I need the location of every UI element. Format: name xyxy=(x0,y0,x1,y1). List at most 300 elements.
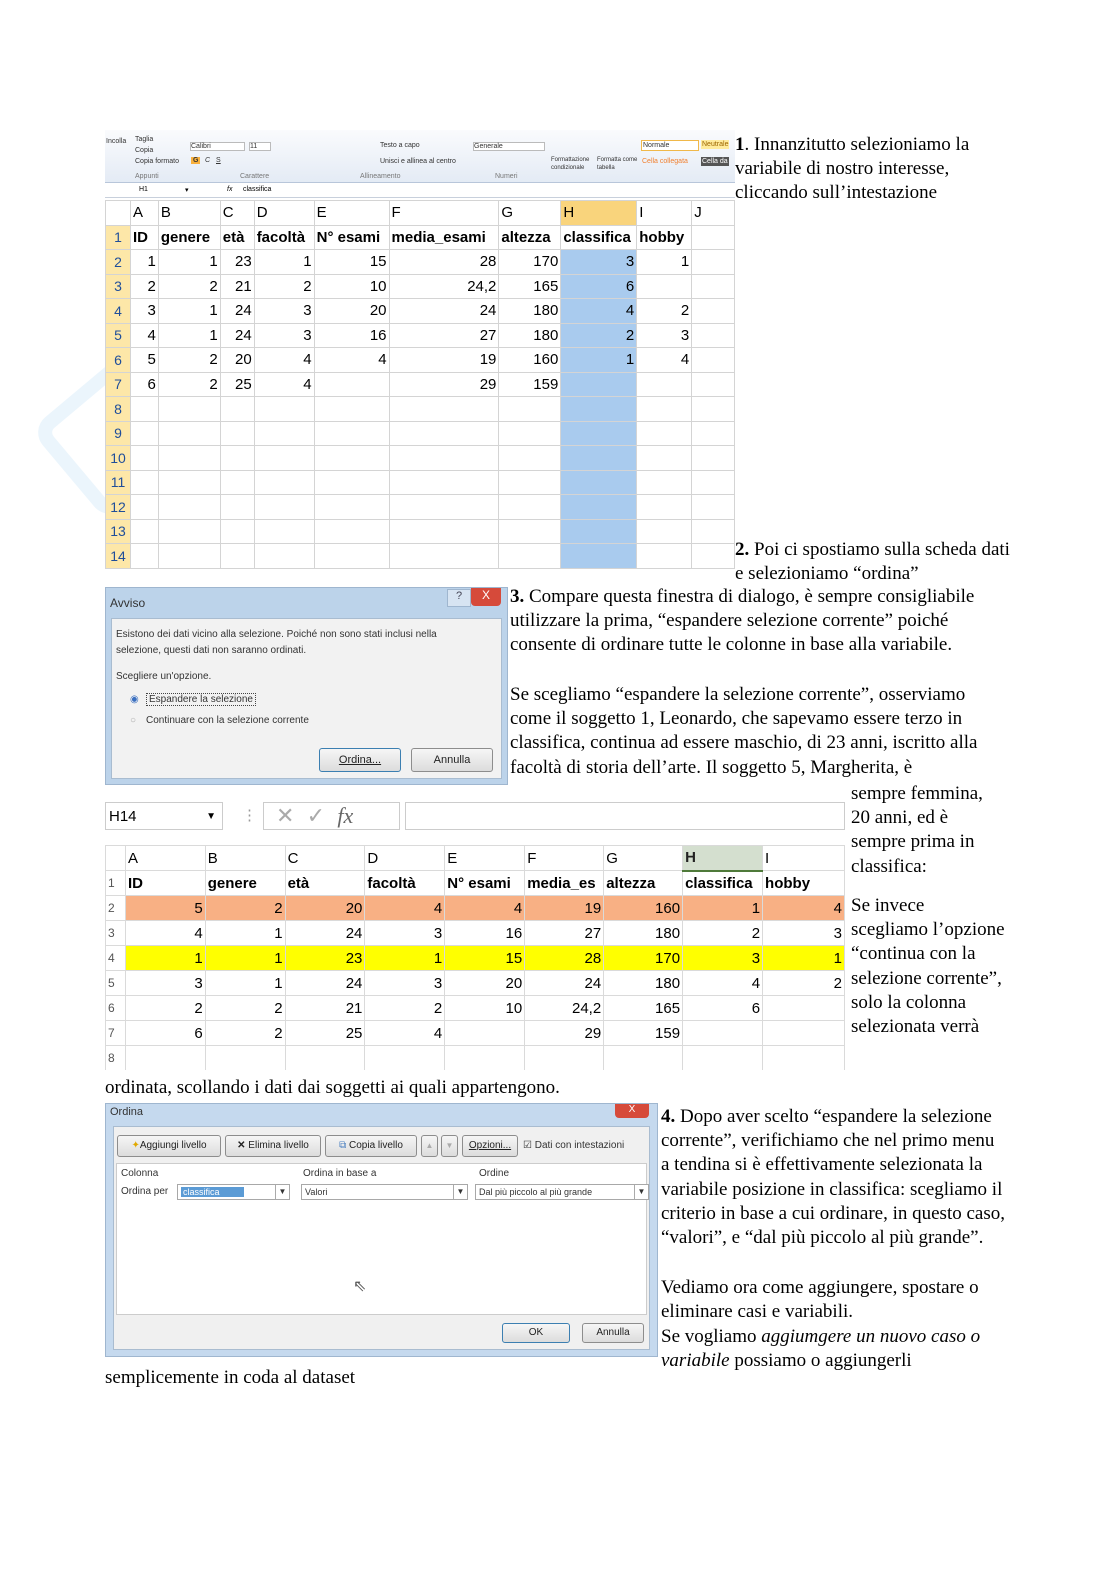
cell[interactable] xyxy=(220,519,254,544)
cell[interactable]: 2 xyxy=(365,996,445,1021)
cell[interactable] xyxy=(692,250,735,275)
cell[interactable] xyxy=(445,1046,525,1071)
cell[interactable] xyxy=(254,495,314,520)
cell[interactable]: 159 xyxy=(604,1021,683,1046)
column-header-j[interactable]: J xyxy=(692,201,735,226)
cell[interactable] xyxy=(692,348,735,373)
cell[interactable] xyxy=(637,421,692,446)
column-header-b[interactable]: B xyxy=(205,846,285,871)
cell[interactable] xyxy=(499,519,561,544)
cell[interactable] xyxy=(205,1046,285,1071)
cell[interactable] xyxy=(561,446,637,471)
cell[interactable] xyxy=(365,1046,445,1071)
formula-input[interactable]: classifica xyxy=(243,186,272,193)
cell[interactable]: 3 xyxy=(254,299,314,324)
cell[interactable] xyxy=(158,495,220,520)
cell[interactable] xyxy=(525,1046,604,1071)
cell[interactable] xyxy=(637,495,692,520)
enter-icon[interactable]: ✓ xyxy=(306,803,326,828)
cell[interactable]: 10 xyxy=(314,274,389,299)
dropdown-icon[interactable]: ▼ xyxy=(634,1185,648,1199)
row-header[interactable]: 4 xyxy=(106,946,126,971)
cell[interactable] xyxy=(561,397,637,422)
resize-handle-icon[interactable]: ⋮ xyxy=(242,807,257,824)
cell[interactable] xyxy=(499,397,561,422)
cell[interactable]: N° esami xyxy=(314,225,389,250)
cell[interactable] xyxy=(389,446,499,471)
cell[interactable]: 6 xyxy=(125,1021,205,1046)
cell[interactable]: 4 xyxy=(365,1021,445,1046)
cell[interactable]: 159 xyxy=(499,372,561,397)
help-button[interactable]: ? xyxy=(447,589,471,607)
cell[interactable]: 3 xyxy=(561,250,637,275)
cell[interactable]: 2 xyxy=(130,274,158,299)
cell[interactable] xyxy=(637,372,692,397)
cell[interactable]: 20 xyxy=(285,896,365,921)
cell[interactable]: 2 xyxy=(158,372,220,397)
sort-on-select[interactable]: Valori ▼ xyxy=(301,1184,468,1200)
cell[interactable]: 28 xyxy=(389,250,499,275)
cell[interactable]: 1 xyxy=(205,921,285,946)
row-header[interactable]: 3 xyxy=(106,921,126,946)
cell[interactable] xyxy=(561,495,637,520)
cell[interactable]: 1 xyxy=(763,946,845,971)
underline-button[interactable]: S xyxy=(216,157,221,164)
cell[interactable]: 24 xyxy=(220,323,254,348)
row-header[interactable]: 13 xyxy=(106,519,131,544)
cell[interactable]: 2 xyxy=(158,348,220,373)
cell[interactable]: 29 xyxy=(525,1021,604,1046)
cell[interactable] xyxy=(499,421,561,446)
cell[interactable]: 20 xyxy=(220,348,254,373)
cell[interactable] xyxy=(561,421,637,446)
cell[interactable]: 1 xyxy=(158,250,220,275)
cell[interactable]: 180 xyxy=(499,323,561,348)
cell[interactable] xyxy=(561,519,637,544)
cell[interactable]: 16 xyxy=(445,921,525,946)
cell[interactable]: 29 xyxy=(389,372,499,397)
cell[interactable]: 1 xyxy=(130,250,158,275)
cell[interactable]: 2 xyxy=(205,896,285,921)
cell[interactable] xyxy=(692,299,735,324)
cell[interactable]: hobby xyxy=(637,225,692,250)
cell[interactable] xyxy=(389,519,499,544)
column-header-a[interactable]: A xyxy=(130,201,158,226)
cell[interactable] xyxy=(692,397,735,422)
row-header[interactable]: 3 xyxy=(106,274,131,299)
cell[interactable] xyxy=(314,421,389,446)
cell[interactable] xyxy=(637,446,692,471)
cell[interactable]: 24 xyxy=(285,921,365,946)
font-size-select[interactable]: 11 xyxy=(249,142,271,151)
cell[interactable]: 2 xyxy=(205,996,285,1021)
row-header[interactable]: 2 xyxy=(106,896,126,921)
cell[interactable]: 4 xyxy=(561,299,637,324)
cell[interactable]: 4 xyxy=(125,921,205,946)
cell[interactable]: 25 xyxy=(285,1021,365,1046)
cell[interactable] xyxy=(254,397,314,422)
cell[interactable]: 10 xyxy=(445,996,525,1021)
row-header[interactable]: 1 xyxy=(106,871,126,896)
cell[interactable]: 2 xyxy=(254,274,314,299)
cell[interactable]: età xyxy=(285,871,365,896)
cell[interactable] xyxy=(314,470,389,495)
cell[interactable] xyxy=(314,495,389,520)
row-header[interactable]: 4 xyxy=(106,299,131,324)
headers-checkbox[interactable]: ☑ Dati con intestazioni xyxy=(523,1140,625,1151)
cell[interactable] xyxy=(692,274,735,299)
cell[interactable]: 5 xyxy=(125,896,205,921)
conditional-format-button[interactable]: Formattazione condizionale xyxy=(551,157,590,171)
row-header[interactable]: 11 xyxy=(106,470,131,495)
cell[interactable] xyxy=(285,1046,365,1071)
cancel-icon[interactable]: ✕ xyxy=(276,803,295,828)
cell[interactable]: 2 xyxy=(763,971,845,996)
column-header-c[interactable]: C xyxy=(285,846,365,871)
cell[interactable] xyxy=(499,470,561,495)
cell[interactable]: 16 xyxy=(314,323,389,348)
cell[interactable]: 160 xyxy=(604,896,683,921)
cell[interactable]: 21 xyxy=(285,996,365,1021)
cell[interactable]: 2 xyxy=(561,323,637,348)
cell[interactable] xyxy=(499,544,561,569)
cell[interactable]: 2 xyxy=(125,996,205,1021)
cell[interactable]: 4 xyxy=(683,971,763,996)
cell[interactable]: 25 xyxy=(220,372,254,397)
cell[interactable]: 170 xyxy=(499,250,561,275)
cell[interactable]: 27 xyxy=(525,921,604,946)
cell[interactable] xyxy=(130,446,158,471)
style-neutral[interactable]: Neutrale xyxy=(702,141,729,148)
cell[interactable]: 180 xyxy=(604,971,683,996)
cell[interactable] xyxy=(130,495,158,520)
cell[interactable] xyxy=(389,470,499,495)
cell[interactable]: 19 xyxy=(525,896,604,921)
cell[interactable]: 3 xyxy=(365,971,445,996)
cell[interactable]: classifica xyxy=(683,871,763,896)
cell[interactable]: 1 xyxy=(683,896,763,921)
wrap-text-button[interactable]: Testo a capo xyxy=(380,142,420,149)
cell[interactable] xyxy=(637,519,692,544)
cell[interactable]: 4 xyxy=(254,372,314,397)
option-expand-selection[interactable]: Espandere la selezione xyxy=(146,693,256,706)
cut-button[interactable]: Taglia xyxy=(135,136,154,143)
paste-button[interactable]: Incolla xyxy=(106,138,127,145)
column-header-f[interactable]: F xyxy=(389,201,499,226)
cell[interactable] xyxy=(763,1021,845,1046)
close-button[interactable]: X xyxy=(471,588,501,606)
cell[interactable]: 15 xyxy=(445,946,525,971)
cell[interactable]: media_esami xyxy=(389,225,499,250)
name-box[interactable]: H1 xyxy=(139,186,148,193)
cell[interactable]: 28 xyxy=(525,946,604,971)
style-linked-cell[interactable]: Cella collegata xyxy=(642,158,688,165)
cell[interactable]: 1 xyxy=(205,946,285,971)
cell[interactable]: 24 xyxy=(220,299,254,324)
cell[interactable] xyxy=(763,996,845,1021)
cell[interactable]: 4 xyxy=(763,896,845,921)
cell[interactable]: 2 xyxy=(637,299,692,324)
row-header[interactable]: 12 xyxy=(106,495,131,520)
cell[interactable] xyxy=(637,274,692,299)
row-header[interactable]: 6 xyxy=(106,348,131,373)
style-check-cell[interactable]: Cella da xyxy=(702,158,728,165)
cell[interactable]: 2 xyxy=(205,1021,285,1046)
cell[interactable] xyxy=(254,421,314,446)
cell[interactable]: 24 xyxy=(285,971,365,996)
cell[interactable]: 3 xyxy=(683,946,763,971)
move-down-button[interactable]: ▼ xyxy=(441,1135,458,1157)
cell[interactable]: 6 xyxy=(561,274,637,299)
cell[interactable]: 4 xyxy=(254,348,314,373)
cell[interactable]: 4 xyxy=(365,896,445,921)
dropdown-icon[interactable]: ▼ xyxy=(453,1185,467,1199)
cell[interactable] xyxy=(220,421,254,446)
row-header[interactable]: 1 xyxy=(106,225,131,250)
cell[interactable] xyxy=(254,470,314,495)
cell[interactable] xyxy=(254,544,314,569)
radio-empty-icon[interactable]: ○ xyxy=(130,715,137,726)
cell[interactable]: 165 xyxy=(604,996,683,1021)
cell[interactable] xyxy=(314,519,389,544)
cell[interactable]: 160 xyxy=(499,348,561,373)
cell[interactable]: 3 xyxy=(365,921,445,946)
font-name-select[interactable]: Calibri xyxy=(190,142,245,151)
cell[interactable] xyxy=(637,470,692,495)
cell[interactable]: 19 xyxy=(389,348,499,373)
cell[interactable] xyxy=(692,421,735,446)
cell[interactable]: genere xyxy=(158,225,220,250)
cell[interactable] xyxy=(692,470,735,495)
column-header-d[interactable]: D xyxy=(254,201,314,226)
cell[interactable] xyxy=(314,372,389,397)
cell[interactable]: 24 xyxy=(525,971,604,996)
cell[interactable]: genere xyxy=(205,871,285,896)
name-box[interactable]: H14 ▼ xyxy=(105,802,223,830)
format-painter-button[interactable]: Copia formato xyxy=(135,158,179,165)
column-header-h[interactable]: H xyxy=(683,846,763,871)
cell[interactable] xyxy=(561,372,637,397)
options-button[interactable]: Opzioni... xyxy=(462,1135,518,1157)
column-header-d[interactable]: D xyxy=(365,846,445,871)
column-header-i[interactable]: I xyxy=(637,201,692,226)
cell[interactable] xyxy=(130,519,158,544)
cell[interactable]: 4 xyxy=(314,348,389,373)
row-header[interactable]: 9 xyxy=(106,421,131,446)
cell[interactable]: 24 xyxy=(389,299,499,324)
cell[interactable]: 20 xyxy=(314,299,389,324)
cell[interactable] xyxy=(254,446,314,471)
cell[interactable] xyxy=(389,544,499,569)
row-header[interactable]: 5 xyxy=(106,971,126,996)
row-header[interactable]: 14 xyxy=(106,544,131,569)
cell[interactable]: 1 xyxy=(125,946,205,971)
fx-icon[interactable]: fx xyxy=(337,803,354,828)
cell[interactable]: 3 xyxy=(763,921,845,946)
row-header[interactable]: 10 xyxy=(106,446,131,471)
cell[interactable]: altezza xyxy=(499,225,561,250)
cell[interactable] xyxy=(499,446,561,471)
cell[interactable] xyxy=(130,544,158,569)
cell[interactable] xyxy=(158,519,220,544)
row-header[interactable]: 5 xyxy=(106,323,131,348)
close-button[interactable]: X xyxy=(615,1104,649,1118)
cell[interactable]: 1 xyxy=(158,323,220,348)
cancel-button[interactable]: Annulla xyxy=(582,1323,644,1343)
cell[interactable]: 3 xyxy=(254,323,314,348)
cell[interactable]: 15 xyxy=(314,250,389,275)
move-up-button[interactable]: ▲ xyxy=(421,1135,438,1157)
column-header-f[interactable]: F xyxy=(525,846,604,871)
cell[interactable] xyxy=(389,421,499,446)
cell[interactable] xyxy=(158,397,220,422)
cell[interactable]: 6 xyxy=(130,372,158,397)
cell[interactable] xyxy=(561,544,637,569)
row-header[interactable]: 8 xyxy=(106,397,131,422)
cell[interactable]: 27 xyxy=(389,323,499,348)
cell[interactable] xyxy=(637,397,692,422)
formula-input[interactable] xyxy=(405,802,845,830)
cell[interactable] xyxy=(445,1021,525,1046)
cell[interactable]: 20 xyxy=(445,971,525,996)
cell[interactable] xyxy=(692,323,735,348)
copy-level-button[interactable]: ⧉ Copia livello xyxy=(325,1135,417,1157)
cell[interactable] xyxy=(604,1046,683,1071)
column-header-g[interactable]: G xyxy=(604,846,683,871)
cell[interactable]: 3 xyxy=(637,323,692,348)
name-box-dropdown-icon[interactable]: ▼ xyxy=(206,811,216,822)
cell[interactable]: 2 xyxy=(158,274,220,299)
cell[interactable]: hobby xyxy=(763,871,845,896)
cell[interactable]: altezza xyxy=(604,871,683,896)
column-header-e[interactable]: E xyxy=(445,846,525,871)
ok-button[interactable]: OK xyxy=(502,1323,570,1343)
cell[interactable] xyxy=(499,495,561,520)
column-header-c[interactable]: C xyxy=(220,201,254,226)
option-continue-current[interactable]: Continuare con la selezione corrente xyxy=(146,715,309,726)
column-header-i[interactable]: I xyxy=(763,846,845,871)
cell[interactable]: 5 xyxy=(130,348,158,373)
cell[interactable]: 23 xyxy=(220,250,254,275)
column-header-g[interactable]: G xyxy=(499,201,561,226)
cell[interactable] xyxy=(692,519,735,544)
cell[interactable] xyxy=(637,544,692,569)
delete-level-button[interactable]: ✕ Elimina livello xyxy=(225,1135,321,1157)
cell[interactable]: età xyxy=(220,225,254,250)
column-header-e[interactable]: E xyxy=(314,201,389,226)
sort-button[interactable]: Ordina... xyxy=(319,748,401,772)
cell[interactable] xyxy=(158,446,220,471)
cell[interactable] xyxy=(158,470,220,495)
cell[interactable] xyxy=(158,421,220,446)
cell[interactable]: 24,2 xyxy=(389,274,499,299)
dropdown-icon[interactable]: ▼ xyxy=(275,1185,289,1199)
cell[interactable]: N° esami xyxy=(445,871,525,896)
cell[interactable] xyxy=(683,1021,763,1046)
cell[interactable]: 3 xyxy=(125,971,205,996)
cell[interactable] xyxy=(692,544,735,569)
cell[interactable]: 1 xyxy=(365,946,445,971)
cell[interactable]: 180 xyxy=(604,921,683,946)
cell[interactable]: 6 xyxy=(683,996,763,1021)
cancel-button[interactable]: Annulla xyxy=(411,748,493,772)
row-header[interactable]: 7 xyxy=(106,1021,126,1046)
cell[interactable]: 1 xyxy=(254,250,314,275)
cell[interactable] xyxy=(561,470,637,495)
cell[interactable]: 3 xyxy=(130,299,158,324)
cell[interactable] xyxy=(220,446,254,471)
cell[interactable] xyxy=(125,1046,205,1071)
cell[interactable]: 21 xyxy=(220,274,254,299)
name-box-dropdown-icon[interactable]: ▾ xyxy=(185,187,189,194)
bold-button[interactable]: G xyxy=(193,157,199,164)
cell[interactable] xyxy=(314,397,389,422)
style-normal[interactable]: Normale xyxy=(641,140,699,151)
cell[interactable]: 180 xyxy=(499,299,561,324)
copy-button[interactable]: Copia xyxy=(135,147,154,154)
cell[interactable]: classifica xyxy=(561,225,637,250)
cell[interactable]: 4 xyxy=(445,896,525,921)
column-header-a[interactable]: A xyxy=(125,846,205,871)
cell[interactable] xyxy=(220,470,254,495)
cell[interactable]: 24,2 xyxy=(525,996,604,1021)
cell[interactable] xyxy=(220,495,254,520)
column-header-b[interactable]: B xyxy=(158,201,220,226)
cell[interactable]: 1 xyxy=(205,971,285,996)
cell[interactable] xyxy=(692,225,735,250)
cell[interactable]: facoltà xyxy=(254,225,314,250)
cell[interactable] xyxy=(692,446,735,471)
row-header[interactable]: 6 xyxy=(106,996,126,1021)
select-all-corner[interactable] xyxy=(106,201,131,226)
cell[interactable]: media_es xyxy=(525,871,604,896)
cell[interactable]: 165 xyxy=(499,274,561,299)
cell[interactable]: ID xyxy=(130,225,158,250)
cell[interactable] xyxy=(314,446,389,471)
fx-icon[interactable]: fx xyxy=(227,186,233,193)
number-format-select[interactable]: Generale xyxy=(473,142,545,151)
cell[interactable] xyxy=(692,495,735,520)
cell[interactable] xyxy=(692,372,735,397)
cell[interactable]: 1 xyxy=(561,348,637,373)
cell[interactable]: 1 xyxy=(637,250,692,275)
cell[interactable] xyxy=(314,544,389,569)
radio-selected-icon[interactable]: ◉ xyxy=(130,694,139,705)
add-level-button[interactable]: ✦Aggiungi livello xyxy=(117,1135,221,1157)
cell[interactable] xyxy=(130,470,158,495)
row-header[interactable]: 2 xyxy=(106,250,131,275)
cell[interactable] xyxy=(158,544,220,569)
row-header[interactable]: 7 xyxy=(106,372,131,397)
cell[interactable]: ID xyxy=(125,871,205,896)
cell[interactable] xyxy=(130,421,158,446)
cell[interactable]: 4 xyxy=(130,323,158,348)
cell[interactable]: 2 xyxy=(683,921,763,946)
cell[interactable] xyxy=(763,1046,845,1071)
column-header-h[interactable]: H xyxy=(561,201,637,226)
italic-button[interactable]: C xyxy=(205,157,211,164)
cell[interactable]: 170 xyxy=(604,946,683,971)
cell[interactable]: facoltà xyxy=(365,871,445,896)
cell[interactable]: 4 xyxy=(637,348,692,373)
cell[interactable] xyxy=(389,495,499,520)
sort-by-select[interactable]: classifica ▼ xyxy=(177,1184,290,1200)
format-table-button[interactable]: Formatta come tabella xyxy=(597,157,638,171)
cell[interactable] xyxy=(130,397,158,422)
order-select[interactable]: Dal più piccolo al più grande ▼ xyxy=(475,1184,649,1200)
row-header[interactable]: 8 xyxy=(106,1046,126,1071)
cell[interactable] xyxy=(220,544,254,569)
